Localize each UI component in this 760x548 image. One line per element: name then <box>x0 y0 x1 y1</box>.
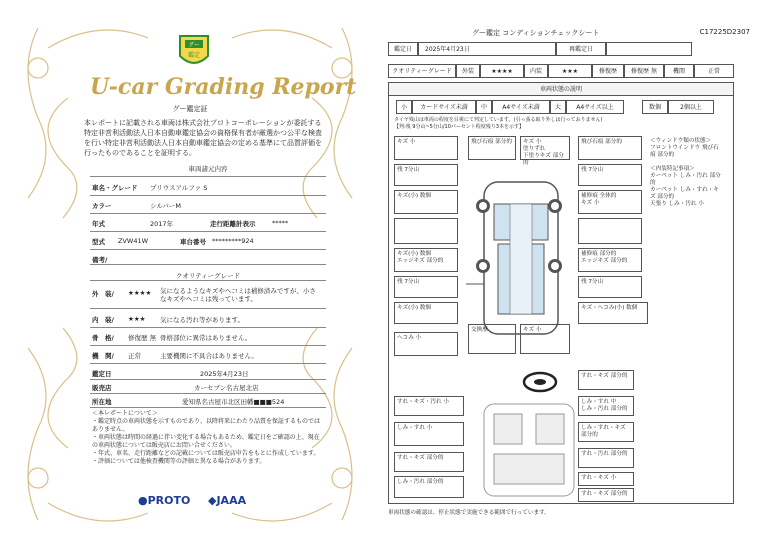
note: 気になる汚れ等があります。 <box>160 316 244 324</box>
exterior-label: 外装 <box>456 64 480 78</box>
certificate-subtitle: グー鑑定証 <box>172 105 208 113</box>
repair-value: 修復歴 無 <box>624 64 664 78</box>
row-mechanics <box>90 346 326 364</box>
interior-callout: しみ・すれ 小 <box>394 422 464 446</box>
stars: ★★★ <box>128 315 146 323</box>
callout-box: キズ(小) 数個 <box>394 190 458 214</box>
date-label: 鑑定日 <box>388 42 418 56</box>
tire-depth-box: 残 7分山 <box>394 276 458 298</box>
value: 正常 <box>128 352 141 360</box>
legend-item: A4サイズ以上 <box>566 100 624 114</box>
repair-label: 修復歴 <box>592 64 624 78</box>
tire-depth-box: 残 7分山 <box>394 164 458 186</box>
label: カラー <box>92 202 112 210</box>
tire-depth-box: 残 7分山 <box>578 164 642 186</box>
reappraisal-label: 再鑑定日 <box>556 42 606 56</box>
row-shop <box>90 380 326 394</box>
legend-item: A4サイズ未満 <box>492 100 550 114</box>
callout-box: キズ・ヘコみ(小) 数個 <box>578 302 648 324</box>
row-appraisal-date <box>90 366 326 380</box>
interior-callout: しみ・すれ・キズ 部分的 <box>578 422 634 442</box>
svg-text:鑑定: 鑑定 <box>187 52 201 59</box>
proto-mark-icon: ● <box>138 494 148 507</box>
interior-callout: すれ・キズ・汚れ 小 <box>394 396 464 416</box>
tire-note: 【判:残 9分山~5分山/10パーセント程度残り3本を示す】 <box>394 124 524 130</box>
value: カーセブン名古屋北店 <box>194 384 259 392</box>
interior-callout: すれ・キズ 小 <box>578 472 634 486</box>
interior-callout: しみ・汚れ 部分的 <box>394 476 464 498</box>
sheet-footer: 車両状態の確認は、停止状態で実施できる範囲で行っています。 <box>388 510 550 516</box>
value: プリウスアルファ S <box>150 184 208 192</box>
proto-logo-text: PROTO <box>147 494 191 507</box>
report-script-title: U-car Grading Report <box>90 74 357 100</box>
label: 備考/ <box>92 256 108 264</box>
legend-item: 中 <box>476 100 492 114</box>
label: 機 関/ <box>92 352 114 360</box>
tire-depth-box: 残 7分山 <box>578 276 642 298</box>
wheel-icon <box>548 199 562 213</box>
row-vehicle-name <box>90 178 326 196</box>
svg-text:グー: グー <box>188 42 200 49</box>
callout-box: キズ 小 <box>520 324 570 354</box>
wheel-icon <box>476 199 490 213</box>
value: ***** <box>272 219 289 227</box>
note-item: ・鑑定時点の車両状態を示すものであり、以降将来にわたり品質を保証するものではありません。 <box>92 418 321 433</box>
interior-callout: すれ・キズ 部分的 <box>578 488 634 502</box>
reappraisal-value <box>606 42 692 56</box>
label: 型式 <box>92 238 105 246</box>
tire-note: タイヤ残山は車両の程度を目視にて判定しています。(引っ張る取り外しは行っておりません) <box>394 117 603 123</box>
label: 内 装/ <box>92 316 114 324</box>
engine-label: 機関 <box>664 64 694 78</box>
interior-stars: ★★★ <box>548 64 592 78</box>
window-interior-notes: ＜ウィンドウ類の状態＞ フロントウインドウ 飛び石痕 部分的 ＜内装特記事項＞ カーペット しみ・汚れ 部分的 カーペット しみ・すれ・キズ 部分的 天張り しみ・汚れ 小 <box>650 138 721 207</box>
label: 車台番号 <box>180 238 206 246</box>
label: 外 装/ <box>92 290 114 298</box>
certificate-intro: 本レポートに記載される車両は株式会社プロトコーポレーションが委託する特定非営利活動法人日本自動車鑑定協会の資格保有者が厳選かつ公平な検査を行い特定非営利活動法人日本自動車鑑定協会の定める基準にて品質評価を行ったものであることを証明する。 <box>84 119 322 157</box>
row-interior <box>90 310 326 328</box>
legend-item: 2個以上 <box>668 100 714 114</box>
wheel-icon <box>548 259 562 273</box>
goo-appraisal-badge-icon <box>176 30 212 70</box>
condition-section-title: 車両状態の説明 <box>388 82 734 96</box>
empty-callout <box>578 218 642 244</box>
callout-box: 飛び石痕 部分的 <box>578 136 642 160</box>
value: 修復歴 無 <box>128 334 157 342</box>
interior-callout: すれ・キズ 部分的 <box>394 452 464 472</box>
jaaa-mark-icon: ◆ <box>208 494 217 507</box>
label: 年式 <box>92 220 105 228</box>
stars: ★★★★ <box>128 289 152 297</box>
label: 車名・グレード <box>92 184 138 192</box>
note-item: ・車両状態は時間の経過に伴い変化する場合もあるため、鑑定日をご確認の上、現在の車両状態については販売店にお問い合せください。 <box>92 434 320 449</box>
note-item: ・評価については他検査機関等の評価と異なる場合があります。 <box>92 458 266 465</box>
note: 主要機関に不具合はありません。 <box>160 352 258 360</box>
engine-value: 正常 <box>694 64 734 78</box>
legend-item: 小 <box>396 100 412 114</box>
note-item: ・年式、車名、走行距離などの記載については販売店申告をもとに作成しています。 <box>92 450 320 457</box>
empty-callout <box>394 218 458 244</box>
wheel-icon <box>476 259 490 273</box>
callout-box: 補修痕 全体的 キズ 小 <box>578 190 642 214</box>
value: シルバーM <box>150 202 181 210</box>
jaaa-logo-text: JAAA <box>216 494 247 507</box>
proto-logo <box>138 494 190 507</box>
quality-grade-label: クオリティーグレード <box>388 64 456 78</box>
condition-check-sheet <box>382 24 754 516</box>
date-value: 2025年4月23日 <box>418 42 556 56</box>
notes-title: ＜本レポートについて＞ <box>92 410 158 417</box>
steering-wheel-icon <box>522 370 558 394</box>
value: 2025年4月23日 <box>200 370 249 378</box>
note: 骨格部位に異常はありません。 <box>160 334 252 342</box>
grading-report-certificate <box>8 8 372 540</box>
row-frame <box>90 328 326 346</box>
row-year-mileage <box>90 214 326 232</box>
value: *********924 <box>212 237 254 245</box>
row-model-chassis <box>90 232 326 250</box>
interior-callout: すれ・キズ 部分的 <box>578 370 634 390</box>
value: ZVW41W <box>118 237 149 245</box>
row-remarks <box>90 250 326 265</box>
value: 2017年 <box>150 220 174 228</box>
interior-callout: すれ・汚れ 部分的 <box>578 448 634 468</box>
note: 気になるようなキズやヘコミは補修済みですが、小さなキズやヘコミは残っています。 <box>160 287 316 303</box>
report-notes <box>92 410 324 466</box>
interior-label: 内装 <box>524 64 548 78</box>
section-label: クオリティーグレード <box>175 272 241 280</box>
quality-section-title <box>90 266 326 281</box>
legend-item: カードサイズ未満 <box>412 100 476 114</box>
interior-callout: しみ・すれ 中 しみ・汚れ 部分的 <box>578 396 634 416</box>
value: 愛知県名古屋市北区田幡■■■524 <box>182 398 285 406</box>
sheet-title: グー鑑定 コンディションチェックシート <box>472 29 600 37</box>
callout-box: キズ 小 塗りずれ 下塗りキズ 部分的 <box>520 136 570 160</box>
label: 鑑定日 <box>92 370 112 378</box>
callout-box: キズ(小) 数個 <box>394 302 458 324</box>
row-exterior <box>90 284 326 309</box>
label: 骨 格/ <box>92 334 114 342</box>
callout-box: キズ 小 <box>394 136 458 160</box>
label: 販売店 <box>92 384 112 392</box>
callout-box: キズ(小) 数個 エッジキズ 部分的 <box>394 248 458 272</box>
exterior-stars: ★★★★ <box>480 64 524 78</box>
jaaa-logo <box>208 494 246 507</box>
callout-box: 補修痕 部分的 エッジキズ 部分的 <box>578 248 642 272</box>
legend-item: 数個 <box>642 100 668 114</box>
callout-box: 交換歴 <box>468 324 516 354</box>
legend-item: 大 <box>550 100 566 114</box>
row-color <box>90 196 326 214</box>
document-id: C17225D2307 <box>699 28 750 36</box>
row-address <box>90 394 326 408</box>
callout-box: 飛び石痕 部分的 <box>468 136 516 160</box>
car-interior-view-icon <box>474 402 584 498</box>
vehicle-section-title: 車両諸元内容 <box>90 164 326 177</box>
label: 所在地 <box>92 398 112 406</box>
label: 走行距離計表示 <box>210 220 256 228</box>
callout-box: ヘコみ 小 <box>394 332 458 356</box>
